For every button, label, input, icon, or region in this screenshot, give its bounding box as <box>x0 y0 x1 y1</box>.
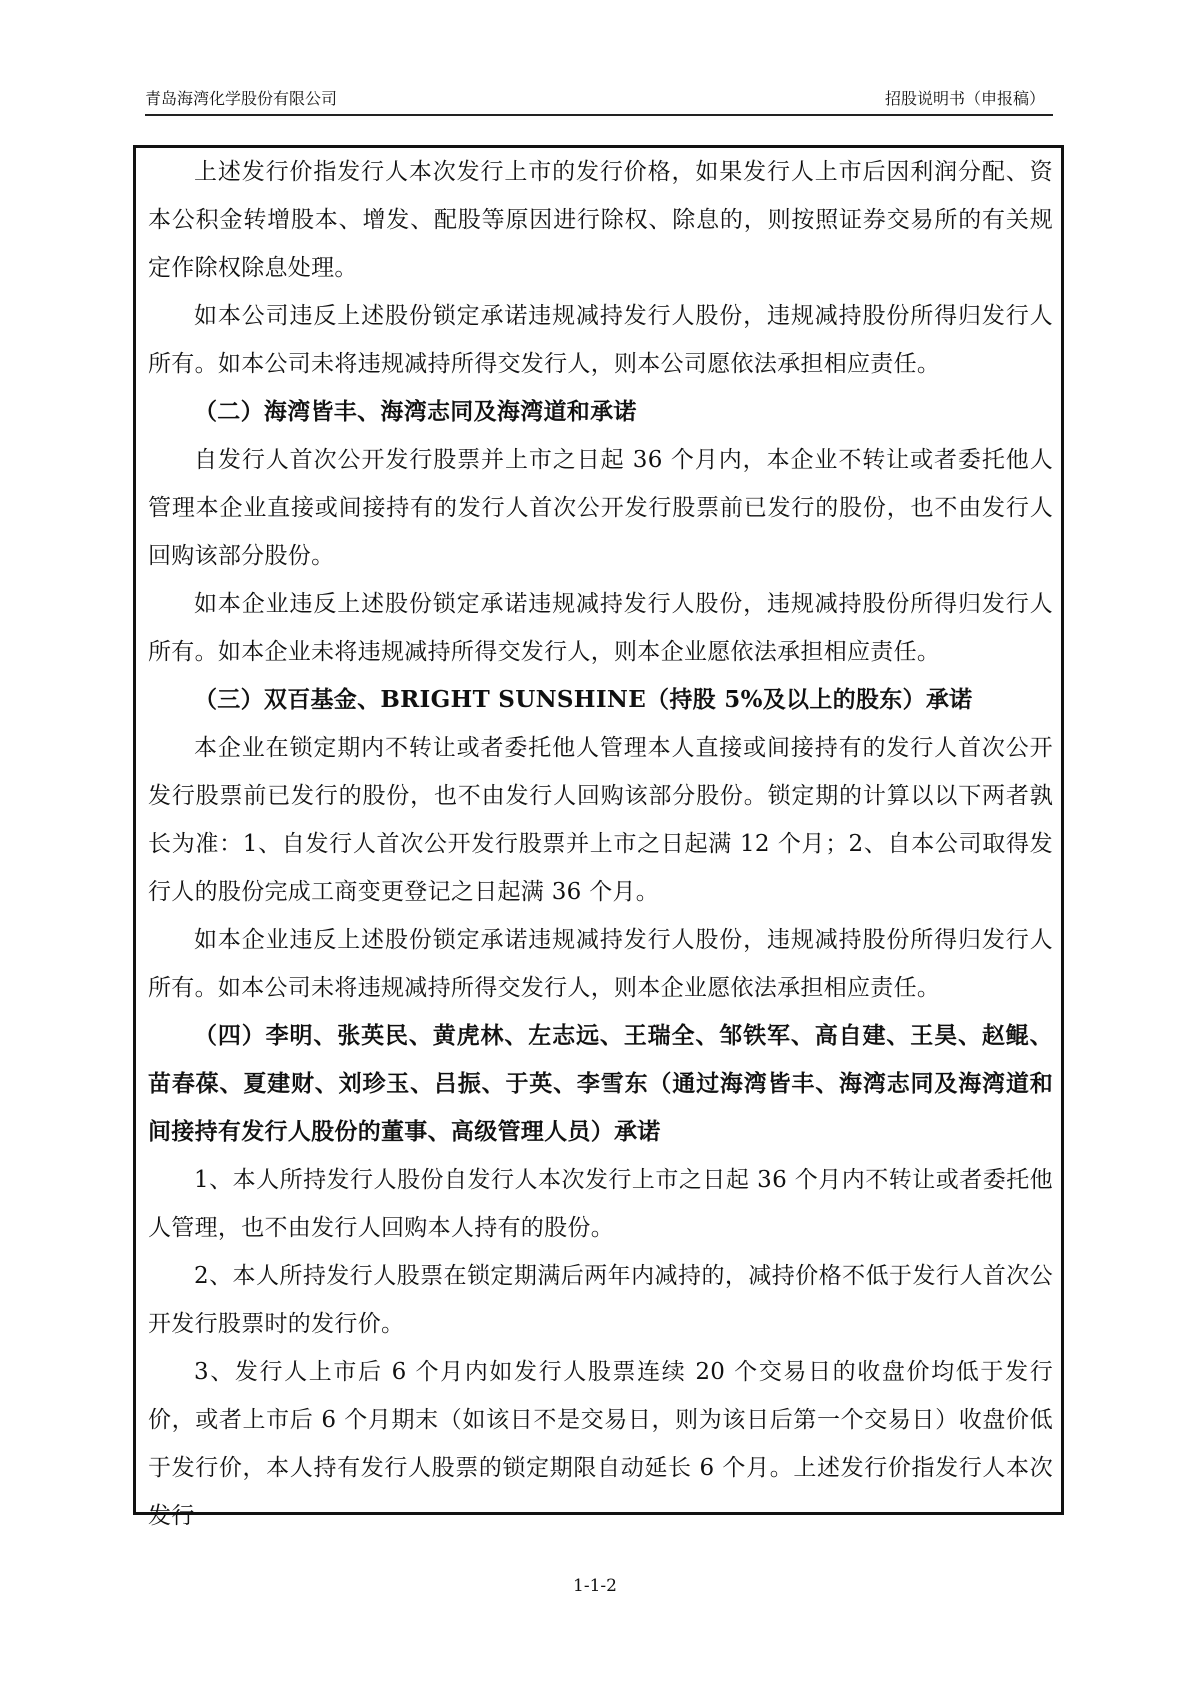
section-heading-3: （三）双百基金、BRIGHT SUNSHINE（持股 5%及以上的股东）承诺 <box>194 686 973 713</box>
paragraph-enterprise-violation-2: 如本企业违反上述股份锁定承诺违规减持发行人股份，违规减持股份所得归发行人所有。如本公司未将违规减持所得交发行人，则本企业愿依法承担相应责任。 <box>148 927 1053 1001</box>
page-header <box>145 82 1053 116</box>
paragraph-company-violation: 如本公司违反上述股份锁定承诺违规减持发行人股份，违规减持股份所得归发行人所有。如本公司未将违规减持所得交发行人，则本公司愿依法承担相应责任。 <box>148 303 1053 377</box>
page-number: 1-1-2 <box>573 1576 617 1596</box>
paragraph-issue-price-note: 上述发行价指发行人本次发行上市的发行价格，如果发行人上市后因利润分配、资本公积金转增股本、增发、配股等原因进行除权、除息的，则按照证券交易所的有关规定作除权除息处理。 <box>148 159 1053 281</box>
header-company-name: 青岛海湾化学股份有限公司 <box>145 89 338 108</box>
paragraph-item-1: 1、本人所持发行人股份自发行人本次发行上市之日起 36 个月内不转让或者委托他人管理，也不由发行人回购本人持有的股份。 <box>148 1167 1053 1241</box>
header-document-type: 招股说明书（申报稿） <box>884 89 1045 108</box>
paragraph-lockup-36-months: 自发行人首次公开发行股票并上市之日起 36 个月内，本企业不转让或者委托他人管理本企业直接或间接持有的发行人首次公开发行股票前已发行的股份，也不由发行人回购该部分股份。 <box>148 447 1053 569</box>
commitment-content <box>148 148 1053 1540</box>
commitment-text-box <box>133 145 1064 1529</box>
paragraph-item-2: 2、本人所持发行人股票在锁定期满后两年内减持的，减持价格不低于发行人首次公开发行股票时的发行价。 <box>148 1263 1053 1337</box>
paragraph-enterprise-violation: 如本企业违反上述股份锁定承诺违规减持发行人股份，违规减持股份所得归发行人所有。如本企业未将违规减持所得交发行人，则本企业愿依法承担相应责任。 <box>148 591 1053 665</box>
paragraph-item-3: 3、发行人上市后 6 个月内如发行人股票连续 20 个交易日的收盘价均低于发行价，或者上市后 6 个月期末（如该日不是交易日，则为该日后第一个交易日）收盘价低于发行价，本人持有发行人股票的锁定期限自动延长 6 个月。上述发行价指发行人本次发行 <box>148 1359 1053 1529</box>
section-heading-4: （四）李明、张英民、黄虎林、左志远、王瑞全、邹铁军、高自建、王昊、赵鲲、苗春葆、夏建财、刘珍玉、吕振、于英、李雪东（通过海湾皆丰、海湾志同及海湾道和间接持有发行人股份的董事、高级管理人员）承诺 <box>148 1022 1053 1145</box>
paragraph-lockup-period-calc: 本企业在锁定期内不转让或者委托他人管理本人直接或间接持有的发行人首次公开发行股票前已发行的股份，也不由发行人回购该部分股份。锁定期的计算以以下两者孰长为准：1、自发行人首次公开发行股票并上市之日起满 12 个月；2、自本公司取得发行人的股份完成工商变更登记之日起满 36 个月。 <box>148 735 1053 905</box>
section-heading-2: （二）海湾皆丰、海湾志同及海湾道和承诺 <box>194 398 637 425</box>
